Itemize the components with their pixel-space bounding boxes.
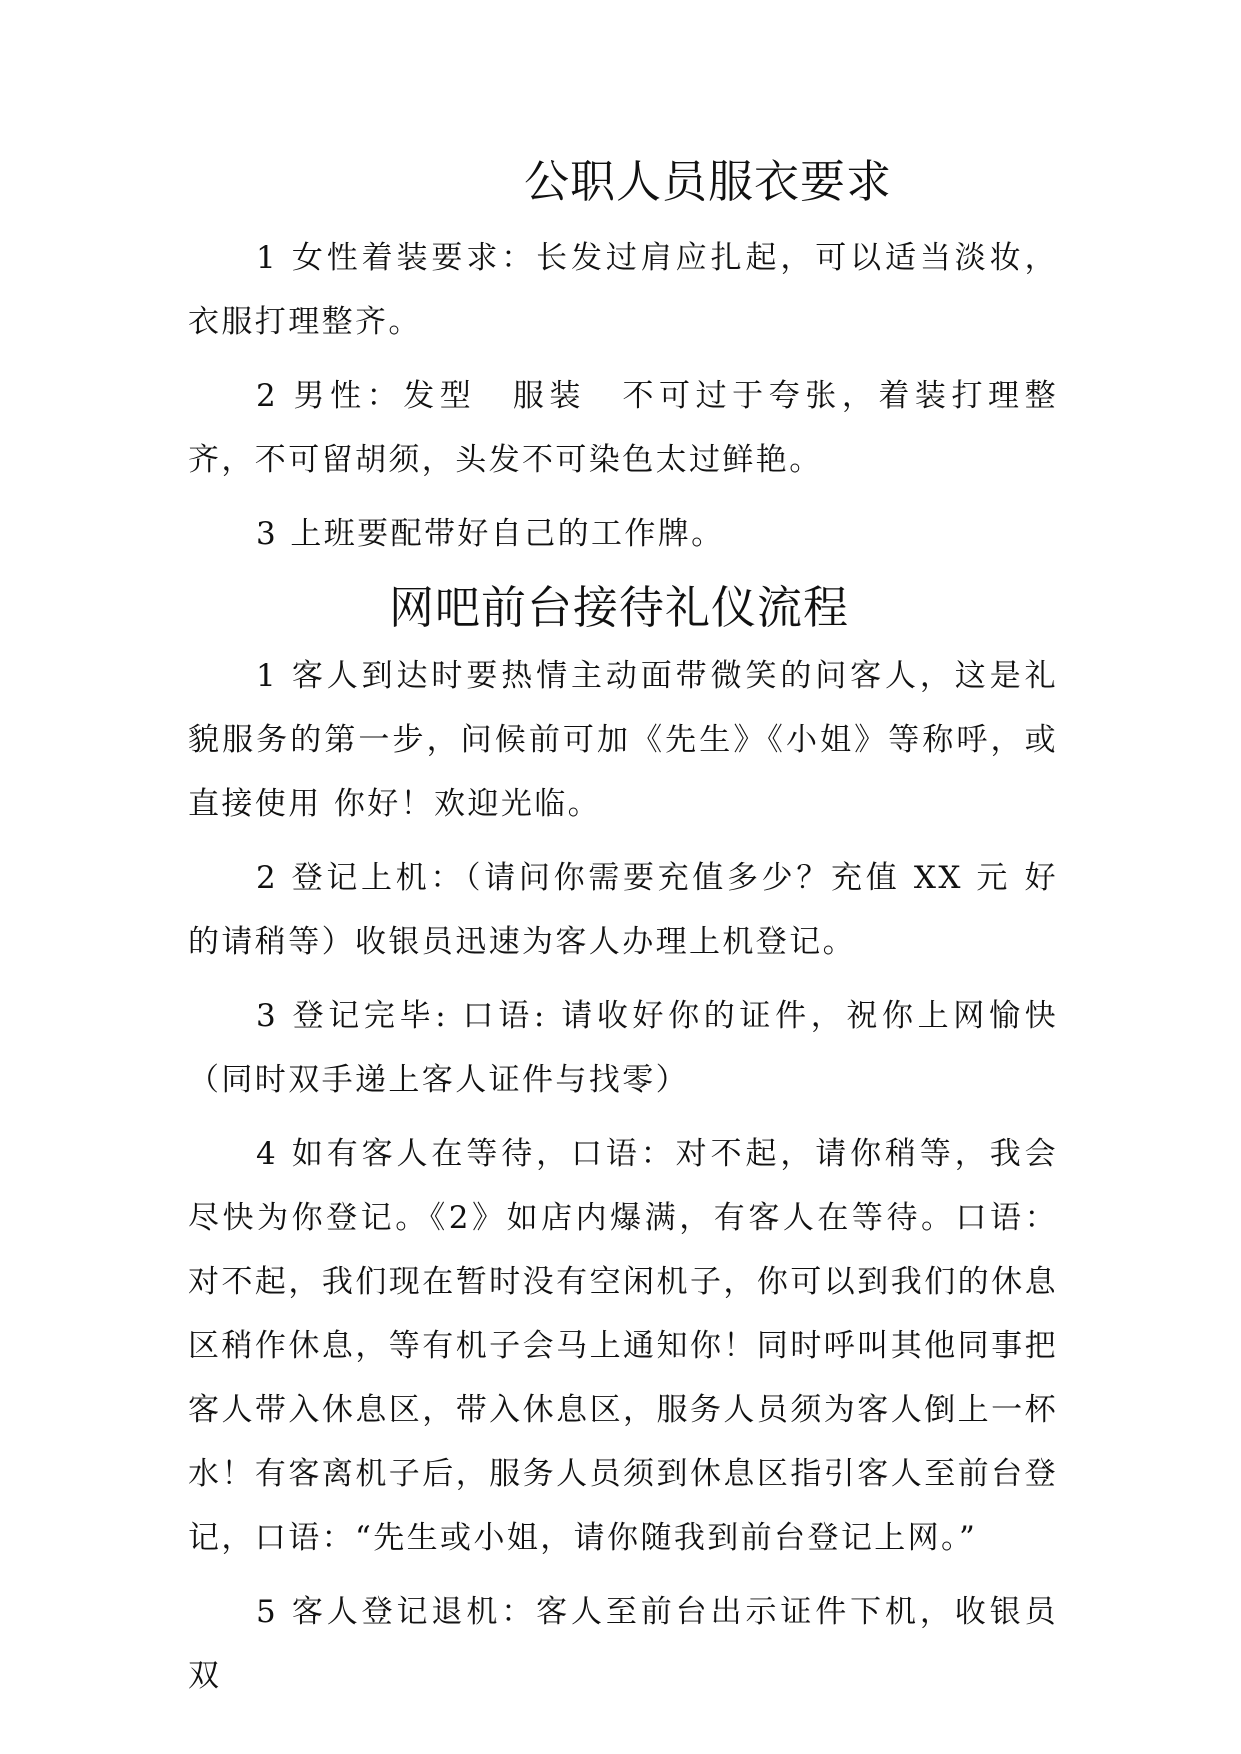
section-title-dress-code: 公职人员服衣要求 bbox=[524, 155, 893, 208]
reception-step-3: 3 登记完毕: 口语: 请收好你的证件，祝你上网愉快（同时双手递上客人证件与找零） bbox=[188, 998, 1058, 1098]
section-title-reception-etiquette: 网吧前台接待礼仪流程 bbox=[389, 581, 850, 634]
dress-code-item-2: 2 男性：发型 服装 不可过于夸张，着装打理整齐，不可留胡须，头发不可染色太过鲜艳。 bbox=[188, 378, 1058, 478]
reception-step-2: 2 登记上机：（请问你需要充值多少？充值 XX 元 好的请稍等）收银员迅速为客人办理上机登记。 bbox=[188, 860, 1058, 960]
document-body bbox=[188, 150, 1058, 1718]
reception-step-4: 4 如有客人在等待，口语：对不起，请你稍等，我会尽快为你登记。《2》如店内爆满，有客人在等待。口语：对不起，我们现在暂时没有空闲机子，你可以到我们的休息区稍作休息，等有机子会马上通知你！同时呼叫其他同事把客人带入休息区，带入休息区，服务人员须为客人倒上一杯水！有客离机子后，服务人员须到休息区指引客人至前台登记，口语：“先生或小姐，请你随我到前台登记上网。” bbox=[188, 1136, 1058, 1556]
dress-code-item-1: 1 女性着装要求：长发过肩应扎起，可以适当淡妆，衣服打理整齐。 bbox=[188, 240, 1058, 340]
reception-step-1: 1 客人到达时要热情主动面带微笑的问客人，这是礼貌服务的第一步，问候前可加《先生》《小姐》等称呼，或直接使用 你好！欢迎光临。 bbox=[188, 658, 1058, 822]
dress-code-item-3: 3 上班要配带好自己的工作牌。 bbox=[256, 516, 725, 552]
reception-step-5: 5 客人登记退机：客人至前台出示证件下机，收银员双 bbox=[188, 1594, 1058, 1694]
